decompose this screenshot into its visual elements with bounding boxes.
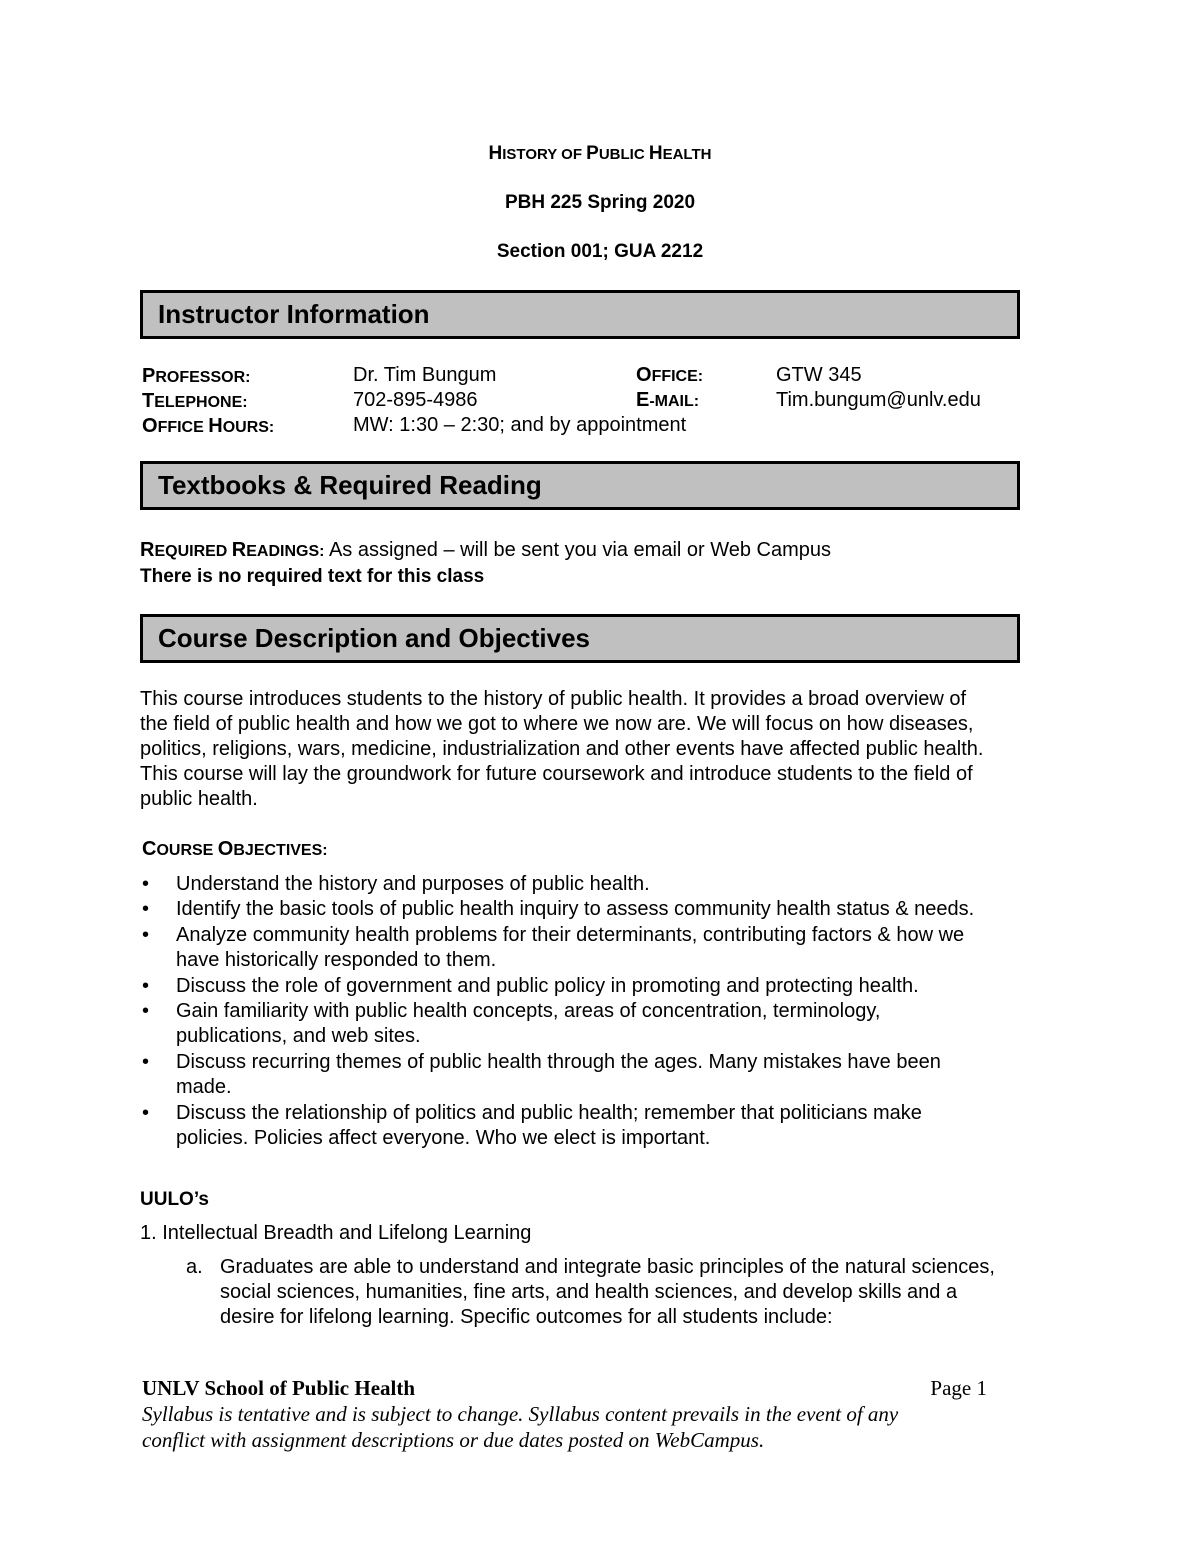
document-title xyxy=(0,143,1200,165)
telephone-label: TELEPHONE: xyxy=(142,390,248,412)
footer-page-number: Page 1 xyxy=(930,1376,987,1400)
office-label: OFFICE: xyxy=(636,364,704,386)
description-line: This course introduces students to the history of public health. It provides a broad overview of xyxy=(140,688,966,710)
no-required-text: There is no required text for this class xyxy=(140,566,485,587)
instructor-heading: Instructor Information xyxy=(140,290,1020,339)
course-code: PBH 225 Spring 2020 xyxy=(504,192,696,213)
course-objectives-heading: COURSE OBJECTIVES: xyxy=(142,838,328,860)
required-readings-label: REQUIRED READINGS: xyxy=(140,539,325,561)
title-part: H xyxy=(648,143,663,164)
list-item: • Identify the basic tools of public health inquiry to assess community health status & needs. xyxy=(142,897,974,922)
uulo-heading: UULO’s xyxy=(140,1189,209,1210)
list-item: • Gain familiarity with public health concepts, areas of concentration, terminology, publications, and web sites. xyxy=(142,999,974,1050)
description-heading: Course Description and Objectives xyxy=(140,614,1020,663)
uulo-item-1a-marker: a. xyxy=(186,1256,203,1278)
email-label: E-MAIL: xyxy=(636,389,700,411)
office-hours-row xyxy=(142,414,274,440)
professor-value: Dr. Tim Bungum xyxy=(353,364,497,386)
professor-label: PROFESSOR: xyxy=(142,365,251,387)
title-part: H xyxy=(488,143,503,164)
list-item: • Understand the history and purposes of public health. xyxy=(142,872,974,897)
objectives-list xyxy=(142,872,974,1151)
course-description xyxy=(140,687,983,812)
title-part: UBLIC xyxy=(598,146,649,163)
title-part: EALTH xyxy=(662,146,712,163)
office-value: GTW 345 xyxy=(776,364,862,386)
footer-note-line: conflict with assignment descriptions or due dates posted on WebCampus. xyxy=(142,1428,765,1452)
footer-note-line: Syllabus is tentative and is subject to change. Syllabus content prevails in the event of any xyxy=(142,1402,899,1426)
list-item: • Discuss the role of government and public policy in promoting and protecting health. xyxy=(142,974,974,999)
professor-row xyxy=(142,364,250,390)
description-line: the field of public health and how we got to where we now are. We will focus on how diseases, xyxy=(140,713,974,735)
title-part: P xyxy=(586,143,599,164)
course-section: Section 001; GUA 2212 xyxy=(496,241,704,262)
description-line: public health. xyxy=(140,788,258,810)
list-item: • Analyze community health problems for their determinants, contributing factors & how we have historically responded to them. xyxy=(142,923,974,974)
description-line: This course will lay the groundwork for future coursework and introduce students to the field of xyxy=(140,763,973,785)
office-hours-label: OFFICE HOURS: xyxy=(142,415,275,437)
telephone-row xyxy=(142,389,248,415)
description-line: politics, religions, wars, medicine, industrialization and other events have affected public health. xyxy=(140,738,984,760)
email-value[interactable]: Tim.bungum@unlv.edu xyxy=(776,389,981,411)
title-part: ISTORY OF xyxy=(502,146,587,163)
textbooks-heading: Textbooks & Required Reading xyxy=(140,461,1020,510)
list-item: • Discuss the relationship of politics and public health; remember that politicians make policies. Policies affect everyone. Who we elect is important. xyxy=(142,1101,974,1152)
required-readings-value: As assigned – will be sent you via email or Web Campus xyxy=(324,539,832,561)
uulo-item-1a: Graduates are able to understand and integrate basic principles of the natural sciences, social sciences, humanities, fine arts, and health sciences, and develop skills and a desire for lifelong learning. Specific outcomes for all students include: xyxy=(220,1256,995,1328)
footer-school: UNLV School of Public Health xyxy=(142,1376,416,1400)
page-footer xyxy=(142,1376,987,1453)
office-hours-value: MW: 1:30 – 2:30; and by appointment xyxy=(353,414,687,436)
telephone-value: 702-895-4986 xyxy=(353,389,478,411)
uulo-item-1: 1. Intellectual Breadth and Lifelong Learning xyxy=(140,1222,532,1244)
required-readings xyxy=(140,538,831,564)
list-item: • Discuss recurring themes of public health through the ages. Many mistakes have been made. xyxy=(142,1050,974,1101)
